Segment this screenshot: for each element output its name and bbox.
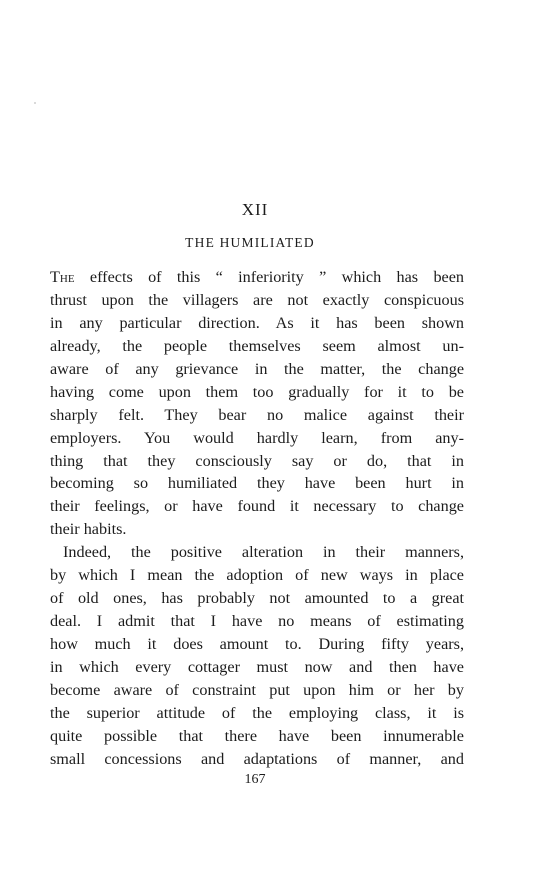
paragraph-1-line: sharply felt. They bear no malice against their	[50, 405, 464, 424]
paragraph-1-first-line-rest: effects of this “ inferiority ” which has been	[74, 268, 464, 286]
paragraph-2-line: by which I mean the adoption of new ways in place	[50, 566, 464, 585]
chapter-title: THE HUMILIATED	[185, 235, 315, 250]
paragraph-2-line: deal. I admit that I have no means of estimating	[50, 612, 464, 631]
paragraph-1-line: employers. You would hardly learn, from any-	[50, 428, 464, 447]
paper-speck	[34, 102, 36, 104]
paragraph-2-line: the superior attitude of the employing class, it is	[50, 703, 464, 722]
opening-dropword: The	[50, 268, 75, 286]
paragraph-2-line: quite possible that there have been innumerable	[50, 726, 464, 745]
paragraph-1-line: their feelings, or have found it necessary to change	[50, 497, 464, 516]
paragraph-2-line: become aware of constraint put upon him or her by	[50, 680, 464, 699]
paragraph-1-line: having come upon them too gradually for it to be	[50, 382, 464, 401]
paragraph-1-line: already, the people themselves seem almost un-	[50, 336, 464, 355]
paragraph-2-line: small concessions and adaptations of manner, and	[50, 749, 464, 768]
paragraph-1-line: thrust upon the villagers are not exactly conspicuous	[50, 290, 464, 309]
paragraph-1-line: aware of any grievance in the matter, the change	[50, 359, 464, 378]
paragraph-2-line: how much it does amount to. During fifty years,	[50, 635, 464, 653]
paragraph-1-line: thing that they consciously say or do, that in	[50, 451, 464, 470]
chapter-number: XII	[241, 200, 269, 219]
body-text	[50, 266, 464, 771]
paragraph-2-line: in which every cottager must now and then have	[50, 657, 464, 676]
page-number: 167	[244, 772, 266, 787]
paragraph-2-line: Indeed, the positive alteration in their manners,	[63, 543, 464, 562]
paragraph-1-line	[50, 266, 464, 289]
paragraph-1-line: their habits.	[50, 520, 127, 539]
paragraph-1-line: in any particular direction. As it has been shown	[50, 313, 464, 332]
paragraph-2-line: of old ones, has probably not amounted to a great	[50, 589, 464, 608]
paragraph-1-line: becoming so humiliated they have been hurt in	[50, 474, 464, 493]
